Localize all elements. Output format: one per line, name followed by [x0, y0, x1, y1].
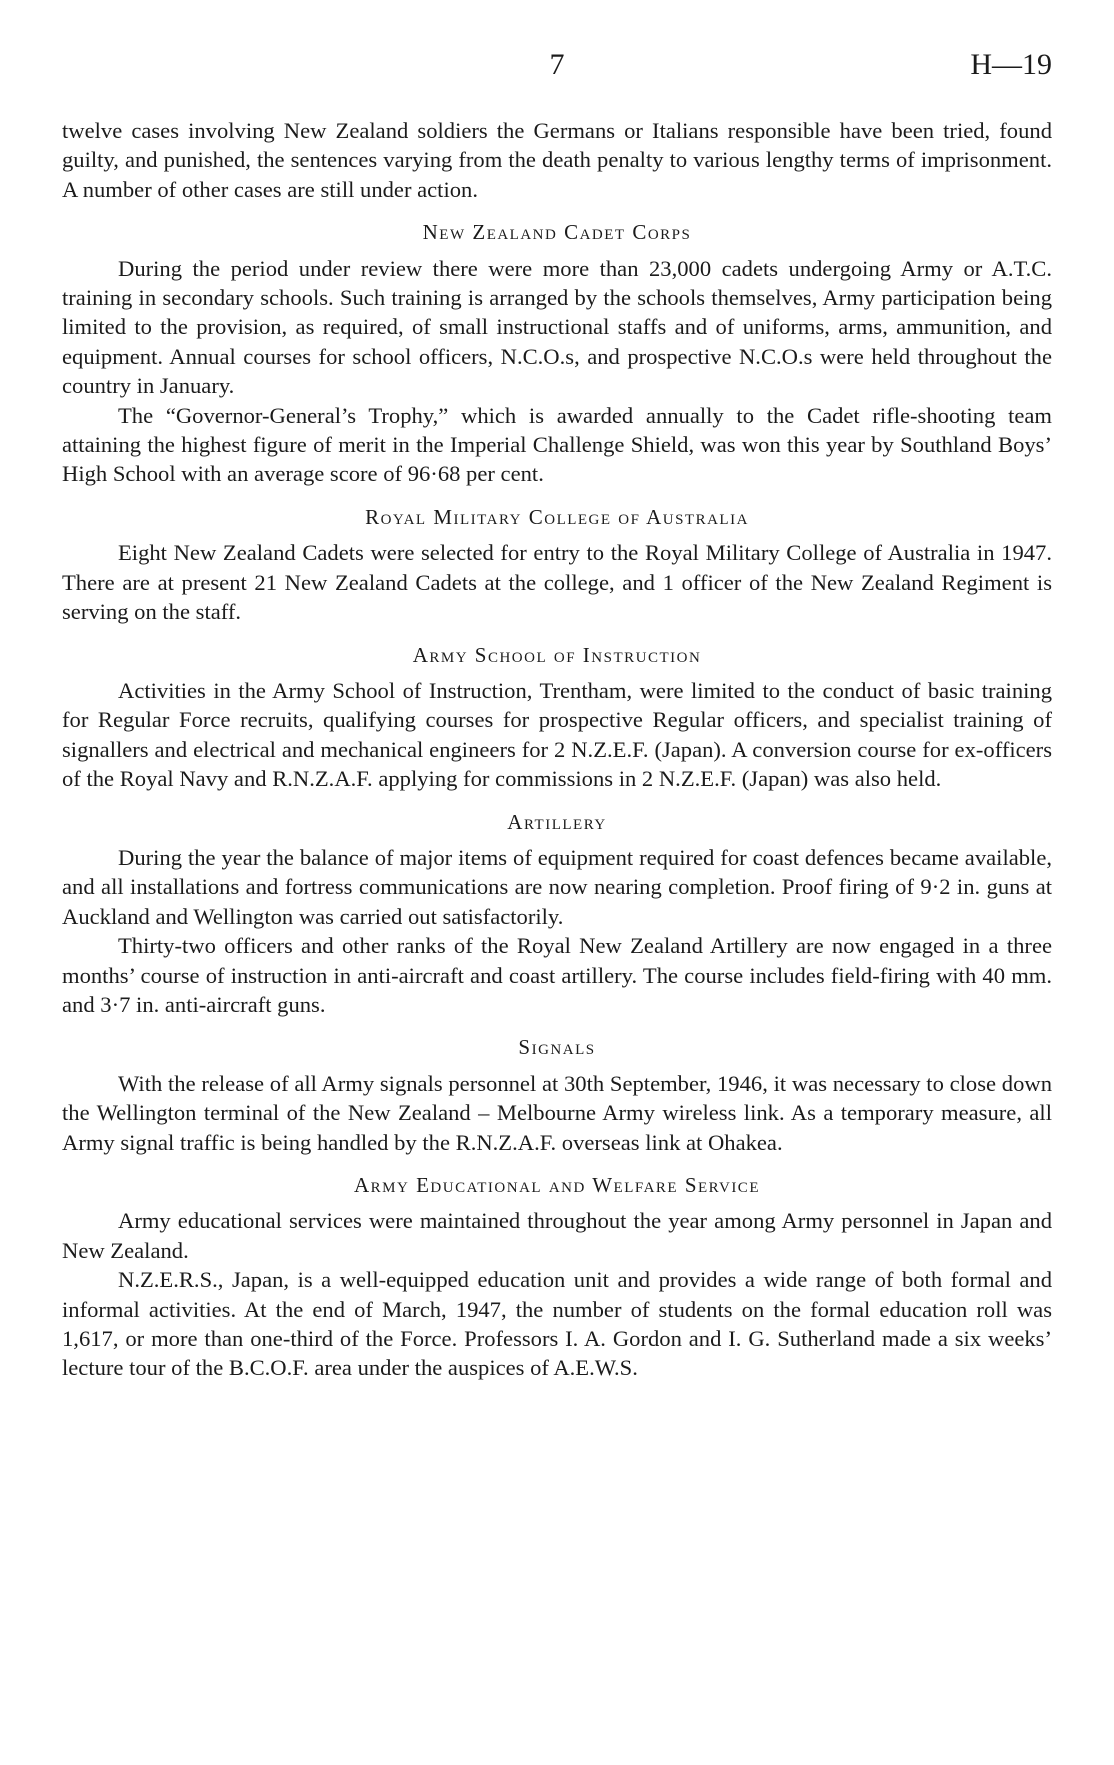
artillery-heading: Artillery [507, 809, 607, 834]
rmc-heading: Royal Military College of Australia [365, 504, 749, 529]
artillery-paragraph-1: During the year the balance of major items of equipment required for coast defences became available, and all installations and fortress communications are now nearing completion. Proof firing of 9·2 in. guns at Auckland and Wellington was carried out satisfactorily. [62, 844, 1052, 929]
page-number: 7 [549, 48, 565, 81]
intro-paragraph: twelve cases involving New Zealand soldiers the Germans or Italians responsible have been tried, found guilty, and punished, the sentences varying from the death penalty to various lengthy terms of imprisonment. A number of other cases are still under action. [62, 118, 1052, 202]
cadet-corps-heading: New Zealand Cadet Corps [422, 220, 692, 245]
education-heading: Army Educational and Welfare Service [354, 1173, 760, 1197]
page-header [62, 48, 1052, 88]
education-paragraph-2: N.Z.E.R.S., Japan, is a well-equipped education unit and provides a wide range of both formal and informal activities. At the end of March, 1947, the number of students on the formal education roll was 1,617, or more than one-third of the Force. Professors I. A. Gordon and I. G. Sutherland made a six weeks’ lecture tour of the B.C.O.F. area under the auspices of A.E.W.S. [62, 1267, 1052, 1381]
cadet-corps-paragraph-2: The “Governor-General’s Trophy,” which is awarded annually to the Cadet rifle-shooting team attaining the highest figure of merit in the Imperial Challenge Shield, was won this year by Southland Boys’ High School with an average score of 96·68 per cent. [62, 402, 1052, 487]
education-paragraph-1: Army educational services were maintained throughout the year among Army personnel in Japan and New Zealand. [62, 1208, 1052, 1263]
signals-heading: Signals [518, 1035, 596, 1060]
document-code: H—19 [970, 48, 1052, 81]
rmc-paragraph-1: Eight New Zealand Cadets were selected for entry to the Royal Military College of Australia in 1947. There are at present 21 New Zealand Cadets at the college, and 1 officer of the New Zealand Regiment is serving on the staff. [62, 540, 1052, 625]
signals-paragraph-1: With the release of all Army signals personnel at 30th September, 1946, it was necessary to close down the Wellington terminal of the New Zealand – Melbourne Army wireless link. As a temporary measure, all Army signal traffic is being handled by the R.N.Z.A.F. overseas link at Ohakea. [62, 1070, 1052, 1155]
school-instruction-paragraph-1: Activities in the Army School of Instruction, Trentham, were limited to the conduct of basic training for Regular Force recruits, qualifying courses for prospective Regular officers, and specialist training of signallers and electrical and mechanical engineers for 2 N.Z.E.F. (Japan). A conversion course for ex-officers of the Royal Navy and R.N.Z.A.F. applying for commissions in 2 N.Z.E.F. (Japan) was also held. [62, 677, 1052, 792]
cadet-corps-paragraph-1: During the period under review there were more than 23,000 cadets undergoing Army or A.T.C. training in secondary schools. Such training is arranged by the schools themselves, Army participation being limited to the provision, as required, of small instructional staffs and of uniforms, arms, ammunition, and equipment. Annual courses for school officers, N.C.O.s, and prospective N.C.O.s were held throughout the country in January. [62, 255, 1052, 399]
school-instruction-heading: Army School of Instruction [412, 642, 702, 667]
document-body [62, 116, 1052, 1383]
artillery-paragraph-2: Thirty-two officers and other ranks of the Royal New Zealand Artillery are now engaged in a three months’ course of instruction in anti-aircraft and coast artillery. The course includes field-firing with 40 mm. and 3·7 in. anti-aircraft guns. [62, 933, 1052, 1017]
